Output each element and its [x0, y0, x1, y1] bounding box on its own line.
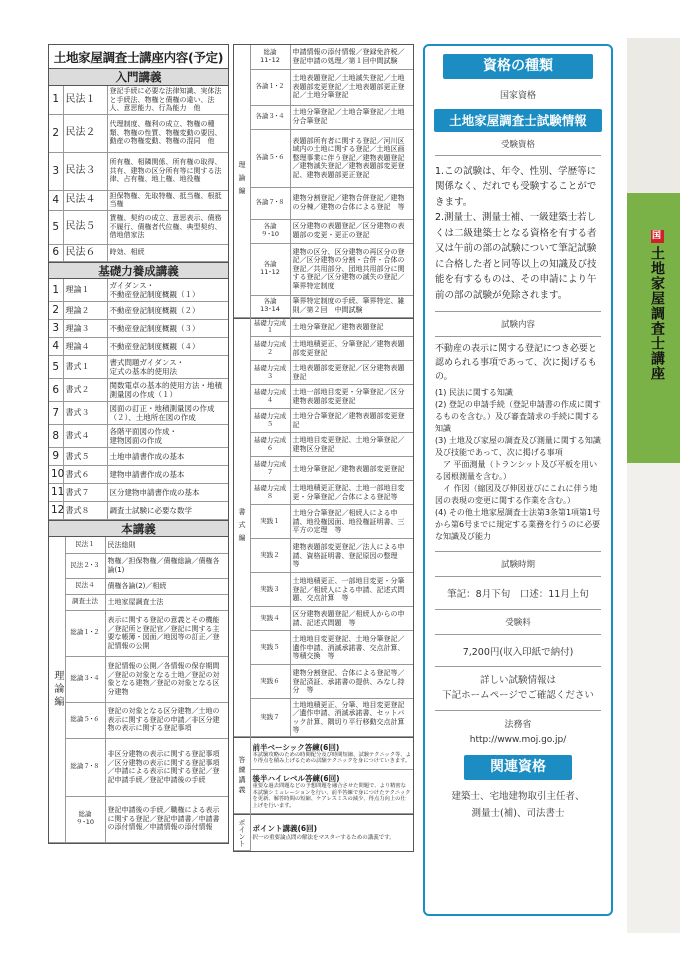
row-description: 不動産登記制度概観（３） — [107, 320, 228, 338]
national-qualification: 国家資格 — [499, 91, 536, 101]
row-description: 土地分筆登記／土地合筆登記／土地分合筆登記 — [290, 105, 413, 129]
row-description: 建物表題部変更登記／法人による申請、資格証明書、登記原因の整理 等 — [290, 539, 413, 573]
row-description: 区分建物表題登記／相続人からの申請、記述式問題 等 — [290, 607, 413, 631]
section-hon-heading: 本講義 — [49, 520, 228, 537]
section-kiso-heading: 基礎力養成講義 — [49, 262, 228, 279]
table-row — [49, 338, 228, 356]
exam-fee-label: 受験料 — [505, 618, 531, 629]
row-label: 書式１ — [63, 356, 107, 379]
table-row — [234, 105, 413, 129]
exam-info-heading: 土地家屋調査士試験情報 — [434, 109, 602, 132]
renshu-group-label: 答練講義 — [234, 738, 250, 814]
row-label: 民法４ — [65, 578, 105, 594]
row-label: 各論 11･12 — [250, 243, 290, 295]
row-description: 土地申請書作成の基本 — [107, 448, 228, 466]
table-row — [234, 243, 413, 295]
row-description: 建物分割登記／建物合併登記／建物の分棟／建物の合体による登記 等 — [290, 187, 413, 219]
row-label: 書式８ — [63, 502, 107, 520]
row-description: 登記の対象となる区分建物／土地の表示に関する登記の申請／非区分建物の表示に関する登記事項 — [105, 702, 228, 738]
table-row — [234, 361, 413, 385]
row-description: 書式問題ガイダンス・ 定式の基本的使用法 — [107, 356, 228, 379]
row-label: 基礎力完成４ — [250, 385, 290, 409]
table-row — [49, 279, 228, 302]
row-number: 2 — [49, 302, 63, 320]
row-label: 理論４ — [63, 338, 107, 356]
row-description: 所有権、相隣関係、所有権の取得、共有、建物の区分所有等に関する法律、占有権、地上権、地役権 — [107, 152, 228, 190]
exam-period-label: 試験時期 — [500, 560, 535, 571]
row-description: 土地分合筆登記／建物表題部変更登記 — [290, 409, 413, 433]
table-row — [49, 796, 228, 842]
row-label: 書式７ — [63, 484, 107, 502]
row-description: 建物の区分、区分建物の再区分の登記／区分建物の分割・合併・合体の登記／共用部分、団地共用部分に関する登記／区分建物の滅失の登記／筆界特定制度 — [290, 243, 413, 295]
table-row — [49, 502, 228, 520]
course-contents-middle — [233, 44, 414, 852]
row-description: 関数電卓の基本的使用方法・地積測量図の作成（１） — [107, 379, 228, 402]
row-number: 8 — [49, 425, 63, 448]
row-number: 3 — [49, 152, 63, 190]
table-row — [49, 484, 228, 502]
row-number: 7 — [49, 402, 63, 425]
row-label: 基礎力完成８ — [250, 481, 290, 505]
table-row — [234, 457, 413, 481]
row-label: 総論 11･12 — [250, 45, 290, 69]
row-label: 書式３ — [63, 402, 107, 425]
table-row — [49, 448, 228, 466]
row-number: 11 — [49, 484, 63, 502]
course-tab-label — [635, 230, 667, 381]
point-table — [234, 814, 413, 851]
row-description: 物権／担保物権／債権総論／債権各論(1) — [105, 553, 228, 578]
tab-strip-top — [627, 38, 680, 193]
table-row — [234, 295, 413, 317]
ministry-url[interactable]: http://www.moj.go.jp/ — [469, 734, 567, 745]
table-row — [234, 770, 413, 814]
ministry-name: 法務省 — [504, 719, 532, 730]
row-description: 土地一部地目変更・分筆登記／区分建物表題部変更登記 — [290, 385, 413, 409]
eligibility-label: 受験資格 — [500, 140, 535, 150]
renshu-desc: 本試験攻略のための時間配分及び時間短縮、試験テクニック等、より得点を積み上げるための試験テクニックを身につけていきます。 — [252, 751, 411, 765]
table-row — [49, 86, 228, 114]
table-row — [234, 219, 413, 243]
table-row — [49, 379, 228, 402]
table-row — [49, 114, 228, 152]
row-label: 調査士法 — [65, 594, 105, 610]
row-number: 6 — [49, 244, 63, 261]
table-row — [49, 244, 228, 261]
row-description: 申請情報の添付情報／登録免許税／登記申請の処理／第１回中間試験 — [290, 45, 413, 69]
table-row — [234, 45, 413, 69]
row-description: 民法総則 — [105, 537, 228, 553]
row-label: 総論３･４ — [65, 656, 105, 702]
row-label: 書式４ — [63, 425, 107, 448]
row-description: 土地家屋調査士法 — [105, 594, 228, 610]
table-row — [234, 337, 413, 361]
row-label: 各論７･８ — [250, 187, 290, 219]
course-contents-left — [48, 44, 229, 844]
renshu-table — [234, 737, 413, 814]
row-label: 実践３ — [250, 573, 290, 607]
row-description: ガイダンス・ 不動産登記制度概観（１） — [107, 279, 228, 302]
riron-group-label: 理論編 — [234, 45, 250, 317]
row-label: 各論 ９･10 — [250, 219, 290, 243]
table-row — [234, 433, 413, 457]
row-number: 4 — [49, 190, 63, 210]
row-description: 土地地積更正、一部地目変更・分筆登記／相続人による申請、記述式問題、交点計算 等 — [290, 573, 413, 607]
table-row — [49, 302, 228, 320]
row-description: 土地分筆登記／建物表題登記 — [290, 318, 413, 337]
exam-content-label: 試験内容 — [500, 320, 535, 331]
eligibility-body: 1.この試験は、年令、性別、学歴等に関係なく、だれでも受験することができます。 2.測量士、測量士補、一級建築士若しくは二級建築士となる資格を有する者又は午前の部の試験について筆記試験に合格した者と同等以上の知識及び技能を有するものは、その申請により午前の部の試験が免除されます。 — [435, 166, 597, 301]
nyumon-table — [49, 86, 228, 262]
row-label: 基礎力完成３ — [250, 361, 290, 385]
row-number: 10 — [49, 466, 63, 484]
table-row — [49, 320, 228, 338]
exam-info-panel — [423, 44, 613, 916]
row-number: 4 — [49, 338, 63, 356]
table-row — [49, 553, 228, 578]
row-description: 各階平面図の作成・ 建物図面の作成 — [107, 425, 228, 448]
table-row — [234, 481, 413, 505]
row-label: 民法１ — [63, 86, 107, 114]
hon-table — [49, 537, 228, 843]
row-label: 書式２ — [63, 379, 107, 402]
row-label: 基礎力完成６ — [250, 433, 290, 457]
row-description: 土地表題登記／土地滅失登記／土地表題部変更登記／土地表題部更正登記／土地分筆登記 — [290, 69, 413, 105]
row-description: 土地地目変更登記、土地分筆登記／遺作申請、消滅承諾書、交点計算、等積交換 等 — [290, 631, 413, 665]
table-row — [234, 699, 413, 737]
row-description: 土地地目変更登記、土地分筆登記／建物区分登記 — [290, 433, 413, 457]
row-description: 区分建物申請書作成の基本 — [107, 484, 228, 502]
riron-table — [234, 45, 413, 318]
row-description: 不動産登記制度概観（４） — [107, 338, 228, 356]
row-description: 土地分合筆登記／相続人による申請、地役権図面、地役権証明書、三平方の定理 等 — [290, 505, 413, 539]
page-title: 土地家屋調査士講座内容(予定) — [49, 45, 228, 69]
table-row — [49, 425, 228, 448]
table-row — [49, 578, 228, 594]
row-number: 5 — [49, 356, 63, 379]
row-label: 実践２ — [250, 539, 290, 573]
row-label: 理論２ — [63, 302, 107, 320]
row-description: 建物分割登記、合体による登記等／登記済証、承諾書の提供、みなし持分 等 — [290, 665, 413, 699]
row-number: 5 — [49, 210, 63, 244]
row-label: 基礎力完成１ — [250, 318, 290, 337]
table-row — [49, 702, 228, 738]
row-description: 調査士試験に必要な数学 — [107, 502, 228, 520]
table-row — [49, 356, 228, 379]
table-row — [234, 539, 413, 573]
row-label: 民法６ — [63, 244, 107, 261]
related-qualifications-body: 建築士、宅地建物取引主任者、 測量士(補)、司法書士 — [451, 790, 585, 819]
table-row — [234, 665, 413, 699]
kiso-table — [49, 279, 228, 521]
qualification-type-heading: 資格の種類 — [443, 54, 593, 79]
table-row — [234, 187, 413, 219]
row-description: 土地表題部変更登記／区分建物表題登記 — [290, 361, 413, 385]
table-row — [234, 738, 413, 770]
table-row — [49, 656, 228, 702]
course-tab-text: 土地家屋調査士講座 — [649, 246, 665, 381]
row-label: 総論７･８ — [65, 738, 105, 796]
row-label: 基礎力完成５ — [250, 409, 290, 433]
table-row — [234, 385, 413, 409]
shoshiki-group-label: 書式編 — [234, 318, 250, 737]
row-description: 債権各論(2)／相続 — [105, 578, 228, 594]
table-row — [49, 594, 228, 610]
exam-fee-body: 7,200円(収入印紙で納付) — [462, 647, 574, 659]
row-label: 各論３･４ — [250, 105, 290, 129]
row-label: 総論５･６ — [65, 702, 105, 738]
row-description: 担保物権、先取特権、抵当権、根抵当権 — [107, 190, 228, 210]
row-description: 土地地積更正登記、土地一部地目変更・分筆登記／合体による登記等 — [290, 481, 413, 505]
row-number: 3 — [49, 320, 63, 338]
hon-group-label: 理論編 — [49, 537, 65, 842]
table-row — [234, 573, 413, 607]
row-label: 民法４ — [63, 190, 107, 210]
row-label: 基礎力完成２ — [250, 337, 290, 361]
row-label: 基礎力完成７ — [250, 457, 290, 481]
table-row — [49, 537, 228, 553]
table-row — [49, 190, 228, 210]
table-row — [49, 210, 228, 244]
row-label: 民法３ — [63, 152, 107, 190]
point-group-label: ポイント — [234, 815, 250, 851]
row-description: 表示に関する登記の意義とその機能／登記所と登記官／登記に関する主要な帳簿・図面／地図等の訂正／登記情報の公開 — [105, 610, 228, 656]
row-description: 登記申請後の手続／職権による表示に関する登記／登記申請書／申請書の添付情報／申請情報の添付情報 — [105, 796, 228, 842]
table-row — [49, 152, 228, 190]
row-description: 非区分建物の表示に関する登記事項／区分建物の表示に関する登記事項／申請による表示に関する登記／登記申請手続／登記申請後の手続 — [105, 738, 228, 796]
table-row — [234, 318, 413, 337]
row-description: 賃権、契約の成立、意思表示、債務不履行、債権者代位権、典型契約、借地借家法 — [107, 210, 228, 244]
row-label: 民法２ — [63, 114, 107, 152]
table-row — [234, 409, 413, 433]
table-row — [234, 69, 413, 105]
table-row — [234, 129, 413, 187]
row-label: 書式６ — [63, 466, 107, 484]
row-description: 土地地積更正、分筆、地目変更登記／遺作申請、消滅承諾書、セットバック計算、隅切り平行移動交点計算等 — [290, 699, 413, 737]
row-description: 図面の訂正・地積測量図の作成（２）、土地所在図の作成 — [107, 402, 228, 425]
row-number: 1 — [49, 279, 63, 302]
renshu-desc: 重要な過去問題などの予想問題を融合させた問題で、より精密な本試験シミュレーションを行い、前半答練で身につけたテクニックを更新、解答時間の短縮、ケアレスミスの減少、得点力向上の仕上げを行います。 — [252, 783, 411, 810]
row-label: 総論 ９･10 — [65, 796, 105, 842]
row-label: 民法１ — [65, 537, 105, 553]
renshu-item — [250, 770, 413, 814]
row-label: 民法２･３ — [65, 553, 105, 578]
row-description: 土地地積更正、分筆登記／建物表題部変更登記 — [290, 337, 413, 361]
exam-content-list: (1) 民法に関する知識 (2) 登記の申請手続（登記申請書の作成に関するものを含む。）及び審査請求の手続に関する知識 (3) 土地及び家屋の調査及び測量に関する知識及び技能であって、次に掲げる事項 ア 平面測量（トランシット及び平板を用いる図根測量を含む。） イ 作図（縮図及び伸図並びにこれに伴う地図の表現の変更に関する作業を含む。） (4) その他土地家屋調査士法第3条第1項第1号から第6号までに規定する業務を行うのに必要な知識及び能力 — [435, 388, 601, 542]
details-note: 詳しい試験情報は 下記ホームページでご確認ください — [442, 675, 594, 702]
row-label: 理論３ — [63, 320, 107, 338]
row-label: 実践１ — [250, 505, 290, 539]
table-row — [234, 505, 413, 539]
table-row — [49, 402, 228, 425]
table-row — [234, 631, 413, 665]
table-row — [49, 610, 228, 656]
row-description: 区分建物の表題登記／区分建物の表題部の変更・更正の登記 — [290, 219, 413, 243]
table-row — [234, 607, 413, 631]
row-number: 6 — [49, 379, 63, 402]
section-nyumon-heading: 入門講義 — [49, 69, 228, 86]
row-description: 不動産登記制度概観（２） — [107, 302, 228, 320]
row-label: 実践６ — [250, 665, 290, 699]
renshu-title: 前半ベーシック答練(6回) — [252, 742, 340, 752]
row-label: 実践５ — [250, 631, 290, 665]
row-description: 登記情報の公開／各情報の保存期間／登記の対象となる土地／登記の対象となる建物／登記の対象となる区分建物 — [105, 656, 228, 702]
related-qualifications-heading: 関連資格 — [464, 755, 572, 780]
row-description: 時効、相続 — [107, 244, 228, 261]
point-title: ポイント講義(6回) — [252, 824, 318, 834]
table-row — [49, 738, 228, 796]
country-mark-icon: 国 — [651, 231, 662, 241]
exam-content-body: 不動産の表示に関する登記につき必要と認められる事項であって、次に掲げるもの。 — [435, 344, 597, 383]
shoshiki-table — [234, 318, 413, 738]
row-description: 表題部所有者に関する登記／河川区域内の土地に関する登記／土地区画整理事業に伴う登記／建物表題登記／建物滅失登記／建物表題部変更登記、建物表題部更正登記 — [290, 129, 413, 187]
row-description: 土地分筆登記／建物表題部変更登記 — [290, 457, 413, 481]
row-number: 2 — [49, 114, 63, 152]
row-number: 1 — [49, 86, 63, 114]
row-description: 登記手続に必要な法律知識、実体法と手続法、物権と債権の違い、法人、意思能力、行為能力 他 — [107, 86, 228, 114]
row-label: 各論１･２ — [250, 69, 290, 105]
row-label: 各論５･６ — [250, 129, 290, 187]
row-number: 9 — [49, 448, 63, 466]
row-label: 各論 13･14 — [250, 295, 290, 317]
row-number: 12 — [49, 502, 63, 520]
row-label: 書式５ — [63, 448, 107, 466]
row-label: 総論１･２ — [65, 610, 105, 656]
row-label: 民法５ — [63, 210, 107, 244]
point-desc: 択一の重要論点問の解法をマスターするための講義です。 — [252, 835, 395, 842]
row-description: 代理制度、権利の成立、物権の種類、物権の性質、物権変動の要因、動産の物権変動、物権の混同 他 — [107, 114, 228, 152]
row-description: 建物申請書作成の基本 — [107, 466, 228, 484]
row-description: 筆界特定制度の手続、筆界特定、雑則／第２回 中間試験 — [290, 295, 413, 317]
renshu-title: 後半ハイレベル答練(6回) — [252, 774, 340, 784]
row-label: 実践７ — [250, 699, 290, 737]
table-row — [49, 466, 228, 484]
exam-period-body: 筆記：8月下旬 口述：11月上旬 — [447, 589, 589, 601]
row-label: 理論１ — [63, 279, 107, 302]
renshu-item — [250, 738, 413, 770]
tab-strip-bottom — [627, 463, 680, 933]
row-label: 実践４ — [250, 607, 290, 631]
